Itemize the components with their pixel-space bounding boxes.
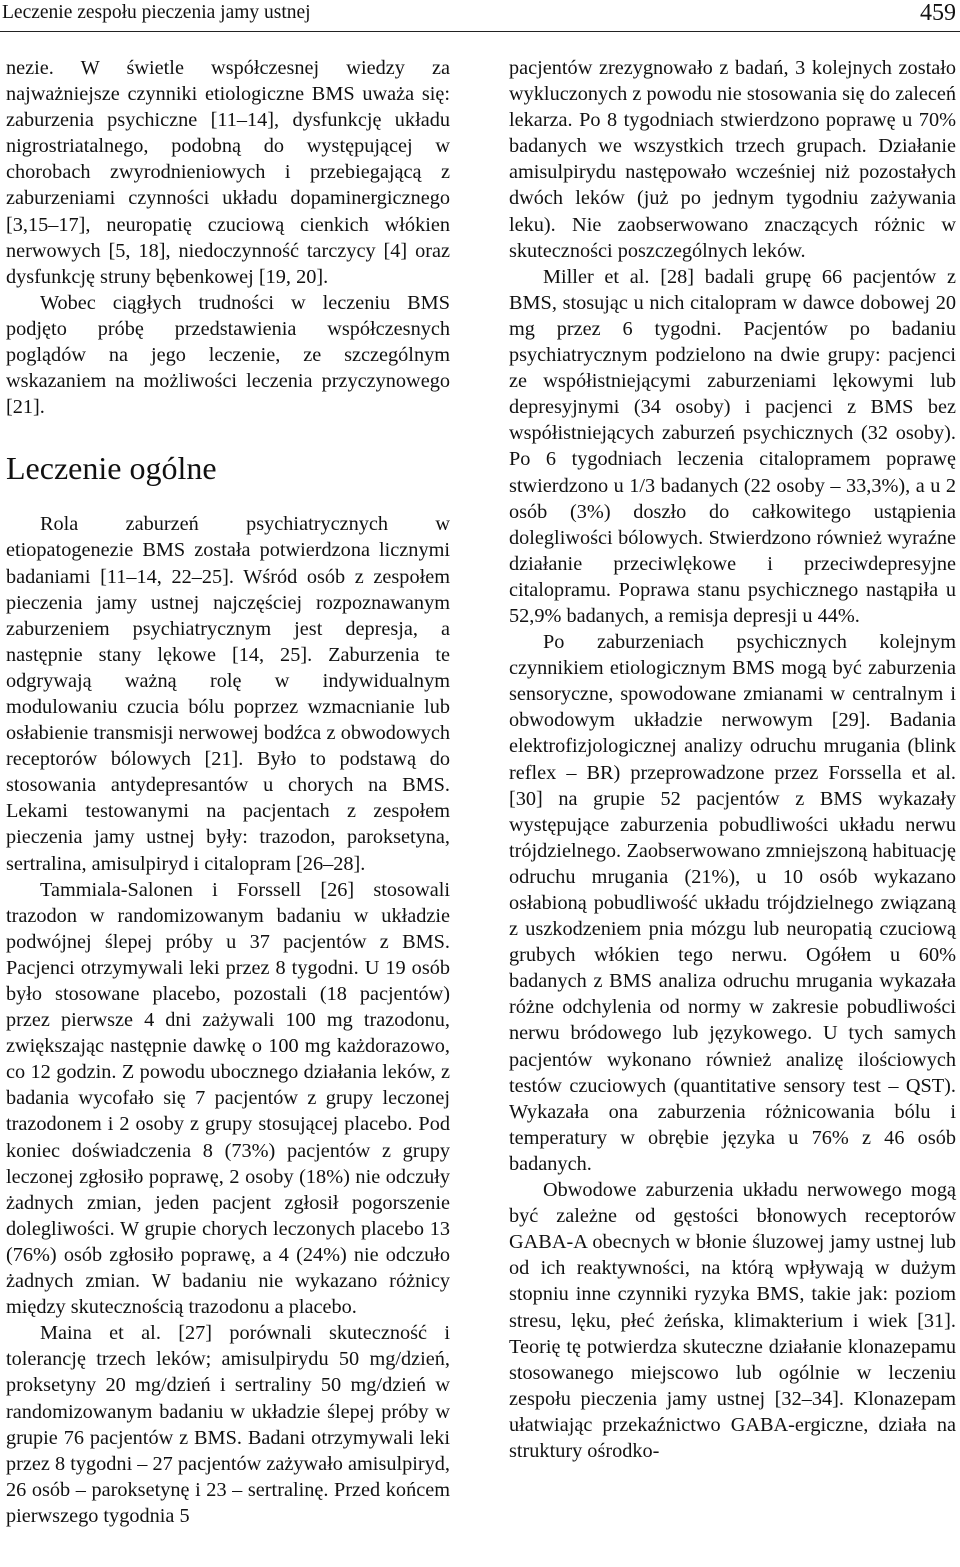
paragraph: Tammiala-Salonen i Forssell [26] stosowali trazodon w randomizowanym badaniu w układzie podwójnej ślepej próby u 37 pacjentów z BMS. Pacjenci otrzymywali leki przez 8 tygodni. U 19 osób było stosowane placebo, pozostali (18 pacjentów) przez pierwsze 4 dni zażywali 100 mg trazodonu, zwiększając następnie dawkę o 100 mg każdorazowo, co 12 godzin. Z powodu ubocznego działania leków, z badania wycofało się 7 pacjentów z grupy leczonej trazodonem i 2 osoby z grupy stosującej placebo. Pod koniec doświadczenia 8 (73%) pacjentów z grupy leczonej zgłosiło poprawę, 2 osoby (18%) nie odczuły żadnych zmian, jeden pacjent zgłosił pogorszenie dolegliwości. W grupie chorych leczonych placebo 13 (76%) osób zgłosiło poprawę, a 4 (24%) nie odczuło żadnych zmian. W badaniu nie wykazano różnicy między skutecznością trazodonu a placebo. (6, 878, 450, 1319)
paragraph: Maina et al. [27] porównali skuteczność i tolerancję trzech leków; amisulpirydu 50 mg/dzień, proksetyny 20 mg/dzień i sertraliny 50 mg/dzień w randomizowanym badaniu w układzie ślepej próby w grupie 76 pacjentów z BMS. Badani otrzymywali leki przez 8 tygodni – 27 pacjentów zażywało amisulpiryd, 26 osób – paroksetynę i 23 – sertralinę. Przed końcem pierwszego tygodnia 5 (6, 1322, 450, 1527)
paragraph: pacjentów zrezygnowało z badań, 3 kolejnych zostało wykluczonych z powodu nie stosowania się do zaleceń lekarza. Po 8 tygodniach stwierdzono poprawę u 70% badanych we wszystkich trzech grupach. Działanie amisulpirydu następowało wcześniej niż pozostałych dwóch leków (już po jednym tygodniu zażywania leku). Nie zaobserwowano znaczących różnic w skuteczności poszczególnych leków. (509, 57, 956, 262)
paragraph: nezie. W świetle współczesnej wiedzy za najważniejsze czynniki etiologiczne BMS uważa się: zaburzenia psychiczne [11–14], dysfunkcję układu nigrostriatalnego, podobną do występującej w chorobach zwyrodnieniowych i przebiegającą z zaburzeniami czynności układu dopaminergicznego [3,15–17], neuropatię czuciową cienkich włókien nerwowych [5, 18], niedoczynność tarczycy [4] oraz dysfunkcję struny bębenkowej [19, 20]. (6, 57, 450, 288)
running-title: Leczenie zespołu pieczenia jamy ustnej (2, 2, 311, 23)
paragraph: Po zaburzeniach psychicznych kolejnym czynnikiem etiologicznym BMS mogą być zaburzenia sensoryczne, spowodowane zmianami w centralnym i obwodowym układzie nerwowym [29]. Badania elektrofizjologicznej analizy odruchu mrugania (blink reflex – BR) przeprowadzone przez Forssella et al. [30] na grupie 52 pacjentów z BMS wykazały występujące zaburzenia pobudliwości układu nerwu trójdzielnego. Zaobserwowano zmniejszoną habituację odruchu mrugania (21%), u 10 osób wykazano osłabioną pobudliwość układu trójdzielnego związaną z uszkodzeniem pnia mózgu lub neuropatią czuciową grubych włókien tego nerwu. Ogółem u 60% badanych z BMS analiza odruchu mrugania wykazała różne odchylenia od normy w zakresie pobudliwości nerwu bródowego lub językowego. U tych samych pacjentów wykonano również analizę ilościowych testów czuciowych (quantitative sensory test – QST). Wykazała ona zaburzenia różnicowania bólu i temperatury w obrębie języka u 76% z 46 osób badanych. (509, 631, 956, 1175)
paragraph: Miller et al. [28] badali grupę 66 pacjentów z BMS, stosując u nich citalopram w dawce dobowej 20 mg przez 6 tygodni. Pacjentów po badaniu psychiatrycznym podzielono na dwie grupy: pacjenci ze współistniejącymi zaburzeniami lękowymi lub depresyjnymi (34 osoby) i pacjenci z BMS bez współistniejących zaburzeń psychicznych (32 osoby). Po 6 tygodniach leczenia citalopramem poprawę stwierdzono u 1/3 badanych (22 osoby – 33,3%), a u 2 osób (3%) doszło do całkowitego ustąpienia dolegliwości bólowych. Stwierdzono również wyraźne działanie przeciwlękowe i przeciwdepresyjne citalopramu. Poprawa stanu psychicznego nastąpiła u 52,9% badanych, a remisja depresji u 44%. (509, 265, 956, 627)
left-column (6, 55, 450, 1529)
paragraph: Obwodowe zaburzenia układu nerwowego mogą być zależne od gęstości błonowych receptorów GABA-A obecnych w błonie śluzowej jamy ustnej lub od ich reaktywności, na którą wpływają w dużym stopniu inne czynniki ryzyka BMS, takie jak: poziom stresu, lęku, płeć żeńska, klimakterium i wiek [31]. Teorię tę potwierdza skuteczne działanie klonazepamu stosowanego miejscowo lub ogólnie w leczeniu zespołu pieczenia jamy ustnej [32–34]. Klonazepam ułatwiając przekaźnictwo GABA-ergiczne, działa na struktury ośrodko- (509, 1179, 956, 1462)
running-header (0, 0, 960, 32)
right-column (509, 55, 956, 1464)
paragraph: Rola zaburzeń psychiatrycznych w etiopatogenezie BMS została potwierdzona licznymi badaniami [11–14, 22–25]. Wśród osób z zespołem pieczenia jamy ustnej najczęściej rozpoznawanym zaburzeniem psychiatrycznym jest depresja, a następnie stany lękowe [14, 25]. Zaburzenia te odgrywają ważną rolę w indywidualnym modulowaniu czucia bólu poprzez wzmacnianie lub osłabienie transmisji nerwowej bodźca z obwodowych receptorów bólowych [21]. Było to podstawą do stosowania antydepresantów u chorych na BMS. Lekami testowanymi na pacjentach z zespołem pieczenia jamy ustnej były: trazodon, paroksetyna, sertralina, amisulpiryd i citalopram [26–28]. (6, 513, 450, 875)
page-number: 459 (920, 0, 956, 26)
paragraph: Wobec ciągłych trudności w leczeniu BMS podjęto próbę przedstawienia współczesnych poglądów na jego leczenie, ze szczególnym wskazaniem na możliwości leczenia przyczynowego [21]. (6, 291, 450, 419)
section-heading: Leczenie ogólne (6, 450, 217, 487)
